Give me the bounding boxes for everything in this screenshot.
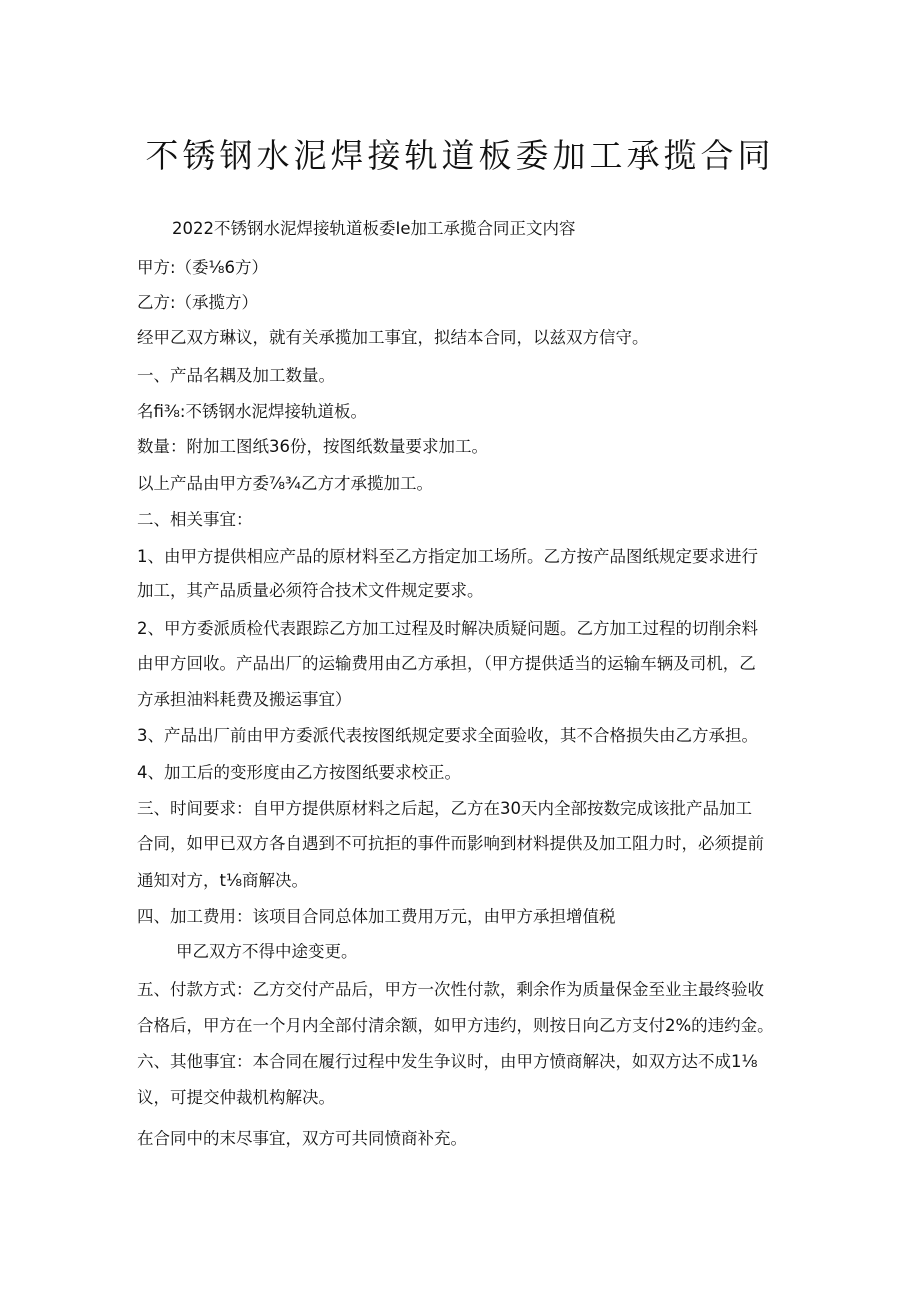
intro-line: 2022不锈钢水泥焊接轨道板委Ie加工承揽合同正文内容 — [172, 219, 576, 238]
section-5-line-1: 五、付款方式：乙方交付产品后，甲方一次性付款，剩余作为质量保金至业主最终验收 — [137, 980, 764, 999]
preamble-line: 经甲乙双方琳议，就有关承揽加工事宜，拟结本合同，以兹双方信守。 — [137, 328, 649, 347]
section-4-line: 四、加工费用：该项目合同总体加工费用万元，由甲方承担增值税 — [137, 907, 616, 926]
commission-line: 以上产品由甲方委⅞¾乙方才承揽加工。 — [137, 474, 433, 493]
section-6-line-1: 六、其他事宜：本合同在履行过程中发生争议时，由甲方愤商解决，如双方达不成1⅛ — [137, 1052, 758, 1071]
section-3-line-1: 三、时间要求：自甲方提供原材料之后起，乙方在30天内全部按数完成该批产品加工 — [137, 799, 752, 818]
no-change-line: 甲乙双方不得中途变更。 — [176, 942, 358, 961]
clause-2-line-3: 方承担油料耗费及搬运事宜） — [137, 690, 352, 709]
party-b-line: 乙方:（承揽方） — [137, 293, 259, 312]
party-a-line: 甲方:（委⅛6方） — [137, 258, 269, 277]
section-2-heading: 二、相关事宜： — [137, 510, 253, 529]
quantity-line: 数量：附加工图纸36份，按图纸数量要求加工。 — [137, 437, 488, 456]
clause-1-line-2: 加工，其产品质量必须符合技术文件规定要求。 — [137, 581, 484, 600]
clause-3-line: 3、产品出厂前由甲方委派代表按图纸规定要求全面验收，其不合格损失由乙方承担。 — [137, 726, 758, 745]
section-3-line-3: 通知对方，t⅛商解决。 — [137, 871, 308, 890]
section-5-line-2: 合格后，甲方在一个月内全部付清余额，如甲方违约，则按日向乙方支付2%的违约金。 — [137, 1016, 774, 1035]
section-3-line-2: 合同，如甲已双方各自遇到不可抗拒的事件而影响到材料提供及加工阻力时，必须提前 — [137, 834, 764, 853]
clause-2-line-2: 由甲方回收。产品出厂的运输费用由乙方承担，（甲方提供适当的运输车辆及司机，乙 — [137, 654, 756, 673]
section-6-line-2: 议，可提交仲裁机构解决。 — [137, 1088, 335, 1107]
section-1-heading: 一、产品名耦及加工数量。 — [137, 366, 335, 385]
product-name-line: 名fi⅜:不锈钢水泥焊接轨道板。 — [137, 402, 367, 421]
clause-4-line: 4、加工后的变形度由乙方按图纸要求校正。 — [137, 763, 461, 782]
clause-1-line-1: 1、由甲方提供相应产品的原材料至乙方指定加工场所。乙方按产品图纸规定要求进行 — [137, 547, 758, 566]
closing-line: 在合同中的末尽事宜，双方可共同愤商补充。 — [137, 1129, 467, 1148]
clause-2-line-1: 2、甲方委派质检代表跟踪乙方加工过程及时解决质疑问题。乙方加工过程的切削余料 — [137, 619, 758, 638]
document-title: 不锈钢水泥焊接轨道板委加工承揽合同 — [145, 136, 775, 175]
